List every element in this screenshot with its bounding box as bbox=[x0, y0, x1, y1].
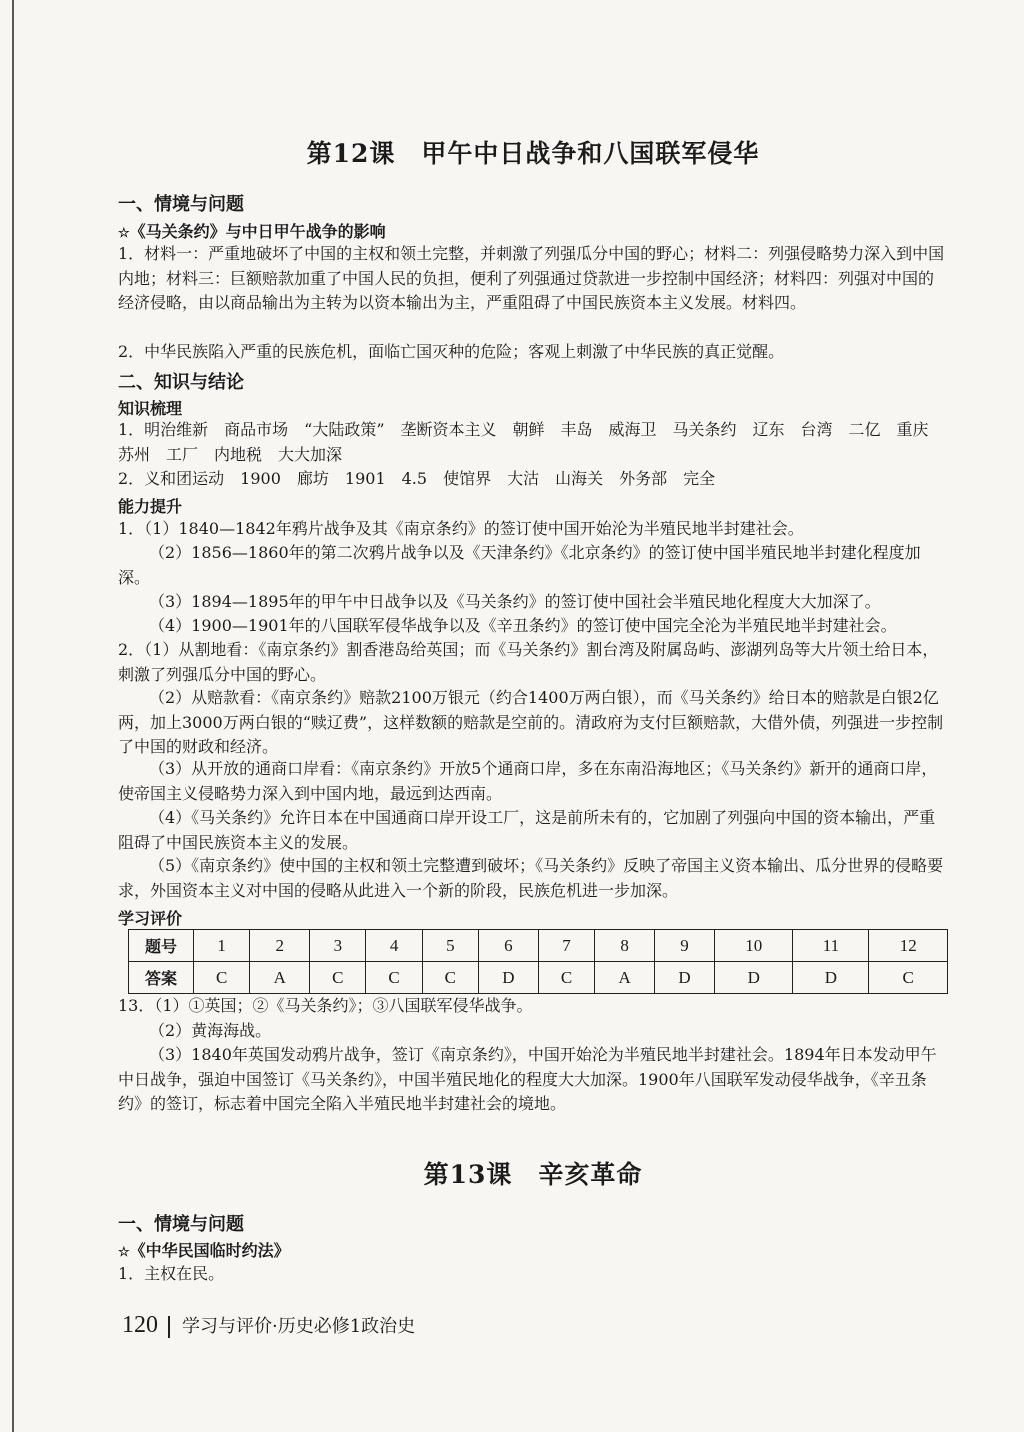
ability-1-3: （3）1894—1895年的甲午中日战争以及《马关条约》的签订使中国社会半殖民地化程度大大加深了。 bbox=[149, 592, 881, 611]
table-cell-number: 1 bbox=[194, 930, 250, 962]
star-icon: ☆ bbox=[118, 1245, 130, 1260]
table-label-answer: 答案 bbox=[129, 962, 194, 994]
lesson-13-section-heading: 一、情境与问题 bbox=[118, 1214, 244, 1235]
lesson-13-sub-heading bbox=[118, 1238, 290, 1261]
page-number: 120 bbox=[122, 1312, 158, 1338]
table-cell-number: 4 bbox=[366, 930, 422, 962]
ability-1-4: （4）1900—1901年的八国联军侵华战争以及《辛丑条约》的签订使中国完全沦为半殖民地半封建社会。 bbox=[149, 616, 897, 635]
ability-2-1: 2．（1）从割地看：《南京条约》割香港岛给英国；而《马关条约》割台湾及附属岛屿、澎湖列岛等大片领土给日本，刺激了列强瓜分中国的野心。 bbox=[118, 640, 939, 684]
book-title: 学习与评价·历史必修1政治史 bbox=[182, 1316, 416, 1337]
ability-1-1: 1．（1）1840—1842年鸦片战争及其《南京条约》的签订使中国开始沦为半殖民地半封建社会。 bbox=[118, 519, 804, 538]
table-label-number: 题号 bbox=[129, 930, 194, 962]
sub-heading-text: 《马关条约》与中日甲午战争的影响 bbox=[129, 222, 386, 241]
table-cell-answer: C bbox=[366, 962, 422, 994]
table-cell-number: 8 bbox=[595, 930, 655, 962]
context-answer-2: 2．中华民族陷入严重的民族危机，面临亡国灭种的危险；客观上刺激了中华民族的真正觉醒。 bbox=[118, 342, 785, 361]
page-footer bbox=[122, 1312, 415, 1339]
table-cell-number: 3 bbox=[310, 930, 366, 962]
footer-divider bbox=[168, 1316, 170, 1338]
ability-2-3: （3）从开放的通商口岸看：《南京条约》开放5个通商口岸，多在东南沿海地区；《马关条约》新开的通商口岸，使帝国主义侵略势力深入到中国内地，最远到达西南。 bbox=[118, 759, 938, 803]
sub-heading-text: 《中华民国临时约法》 bbox=[129, 1241, 290, 1260]
table-cell-number: 11 bbox=[793, 930, 869, 962]
table-cell-number: 10 bbox=[715, 930, 793, 962]
table-cell-answer: A bbox=[250, 962, 310, 994]
table-cell-answer: D bbox=[793, 962, 869, 994]
table-cell-answer: C bbox=[310, 962, 366, 994]
answer-table bbox=[128, 929, 948, 994]
binding-line bbox=[12, 0, 14, 1432]
table-cell-answer: A bbox=[595, 962, 655, 994]
context-answer-1: 1．材料一：严重地破坏了中国的主权和领土完整，并刺激了列强瓜分中国的野心；材料二：列强侵略势力深入到中国内地；材料三：巨额赔款加重了中国人民的负担，便利了列强通过贷款进一步控制中国经济；材料四：列强对中国的经济侵略，由以商品输出为主转为以资本输出为主，严重阻碍了中国民族资本主义发展。材料四。 bbox=[118, 244, 945, 312]
question-13-2: （2）黄海海战。 bbox=[149, 1021, 272, 1040]
table-cell-answer: C bbox=[869, 962, 948, 994]
ability-2-2: （2）从赔款看：《南京条约》赔款2100万银元（约合1400万两白银），而《马关条约》给日本的赔款是白银2亿两，加上3000万两白银的“赎辽费”，这样数额的赔款是空前的。清政府为支付巨额赔款，大借外债，列强进一步控制了中国的财政和经济。 bbox=[118, 688, 944, 756]
table-cell-number: 9 bbox=[655, 930, 715, 962]
sub-heading-treaty bbox=[118, 219, 386, 242]
table-cell-answer: C bbox=[194, 962, 250, 994]
evaluation-heading: 学习评价 bbox=[118, 909, 183, 928]
lesson-12-title: 第12课 甲午中日战争和八国联军侵华 bbox=[306, 139, 760, 168]
table-cell-number: 12 bbox=[869, 930, 948, 962]
table-cell-answer: D bbox=[478, 962, 538, 994]
ability-1-2: （2）1856—1860年的第二次鸦片战争以及《天津条约》《北京条约》的签订使中国半殖民地半封建化程度加深。 bbox=[118, 543, 921, 587]
ability-2-4: （4）《马关条约》允许日本在中国通商口岸开设工厂，这是前所未有的，它加剧了列强向中国的资本输出，严重阻碍了中国民族资本主义的发展。 bbox=[118, 808, 936, 852]
table-cell-answer: D bbox=[715, 962, 793, 994]
ability-2-5: （5）《南京条约》使中国的主权和领土完整遭到破坏；《马关条约》反映了帝国主义资本输出、瓜分世界的侵略要求，外国资本主义对中国的侵略从此进入一个新的阶段，民族危机进一步加深。 bbox=[118, 856, 944, 900]
section-heading-context: 一、情境与问题 bbox=[118, 194, 244, 215]
knowledge-answer-1: 1．明治维新 商品市场 “大陆政策” 垄断资本主义 朝鲜 丰岛 威海卫 马关条约 辽东 台湾 二亿 重庆 苏州 工厂 内地税 大大加深 bbox=[118, 420, 945, 464]
table-cell-answer: C bbox=[422, 962, 478, 994]
question-13-3: （3）1840年英国发动鸦片战争，签订《南京条约》，中国开始沦为半殖民地半封建社会。1894年日本发动甲午中日战争，强迫中国签订《马关条约》，中国半殖民地化的程度大大加深。1900年八国联军发动侵华战争，《辛丑条约》的签订，标志着中国完全陷入半殖民地半封建社会的境地。 bbox=[118, 1045, 937, 1113]
table-cell-number: 6 bbox=[478, 930, 538, 962]
table-cell-answer: C bbox=[538, 962, 594, 994]
knowledge-heading: 知识梳理 bbox=[118, 399, 183, 418]
lesson-13-title: 第13课 辛亥革命 bbox=[423, 1160, 643, 1189]
knowledge-answer-2: 2．义和团运动 1900 廊坊 1901 4.5 使馆界 大沽 山海关 外务部 完全 bbox=[118, 469, 716, 488]
ability-heading: 能力提升 bbox=[118, 497, 183, 516]
section-heading-knowledge: 二、知识与结论 bbox=[118, 372, 244, 393]
table-cell-number: 2 bbox=[250, 930, 310, 962]
question-13-1: 13．（1）①英国；②《马关条约》；③八国联军侵华战争。 bbox=[118, 996, 533, 1015]
table-cell-answer: D bbox=[655, 962, 715, 994]
answer-table-answers-row bbox=[129, 962, 948, 994]
answer-table-numbers-row bbox=[129, 930, 948, 962]
lesson-13-answer-1: 1．主权在民。 bbox=[118, 1264, 225, 1283]
star-icon: ☆ bbox=[118, 226, 130, 241]
table-cell-number: 7 bbox=[538, 930, 594, 962]
table-cell-number: 5 bbox=[422, 930, 478, 962]
